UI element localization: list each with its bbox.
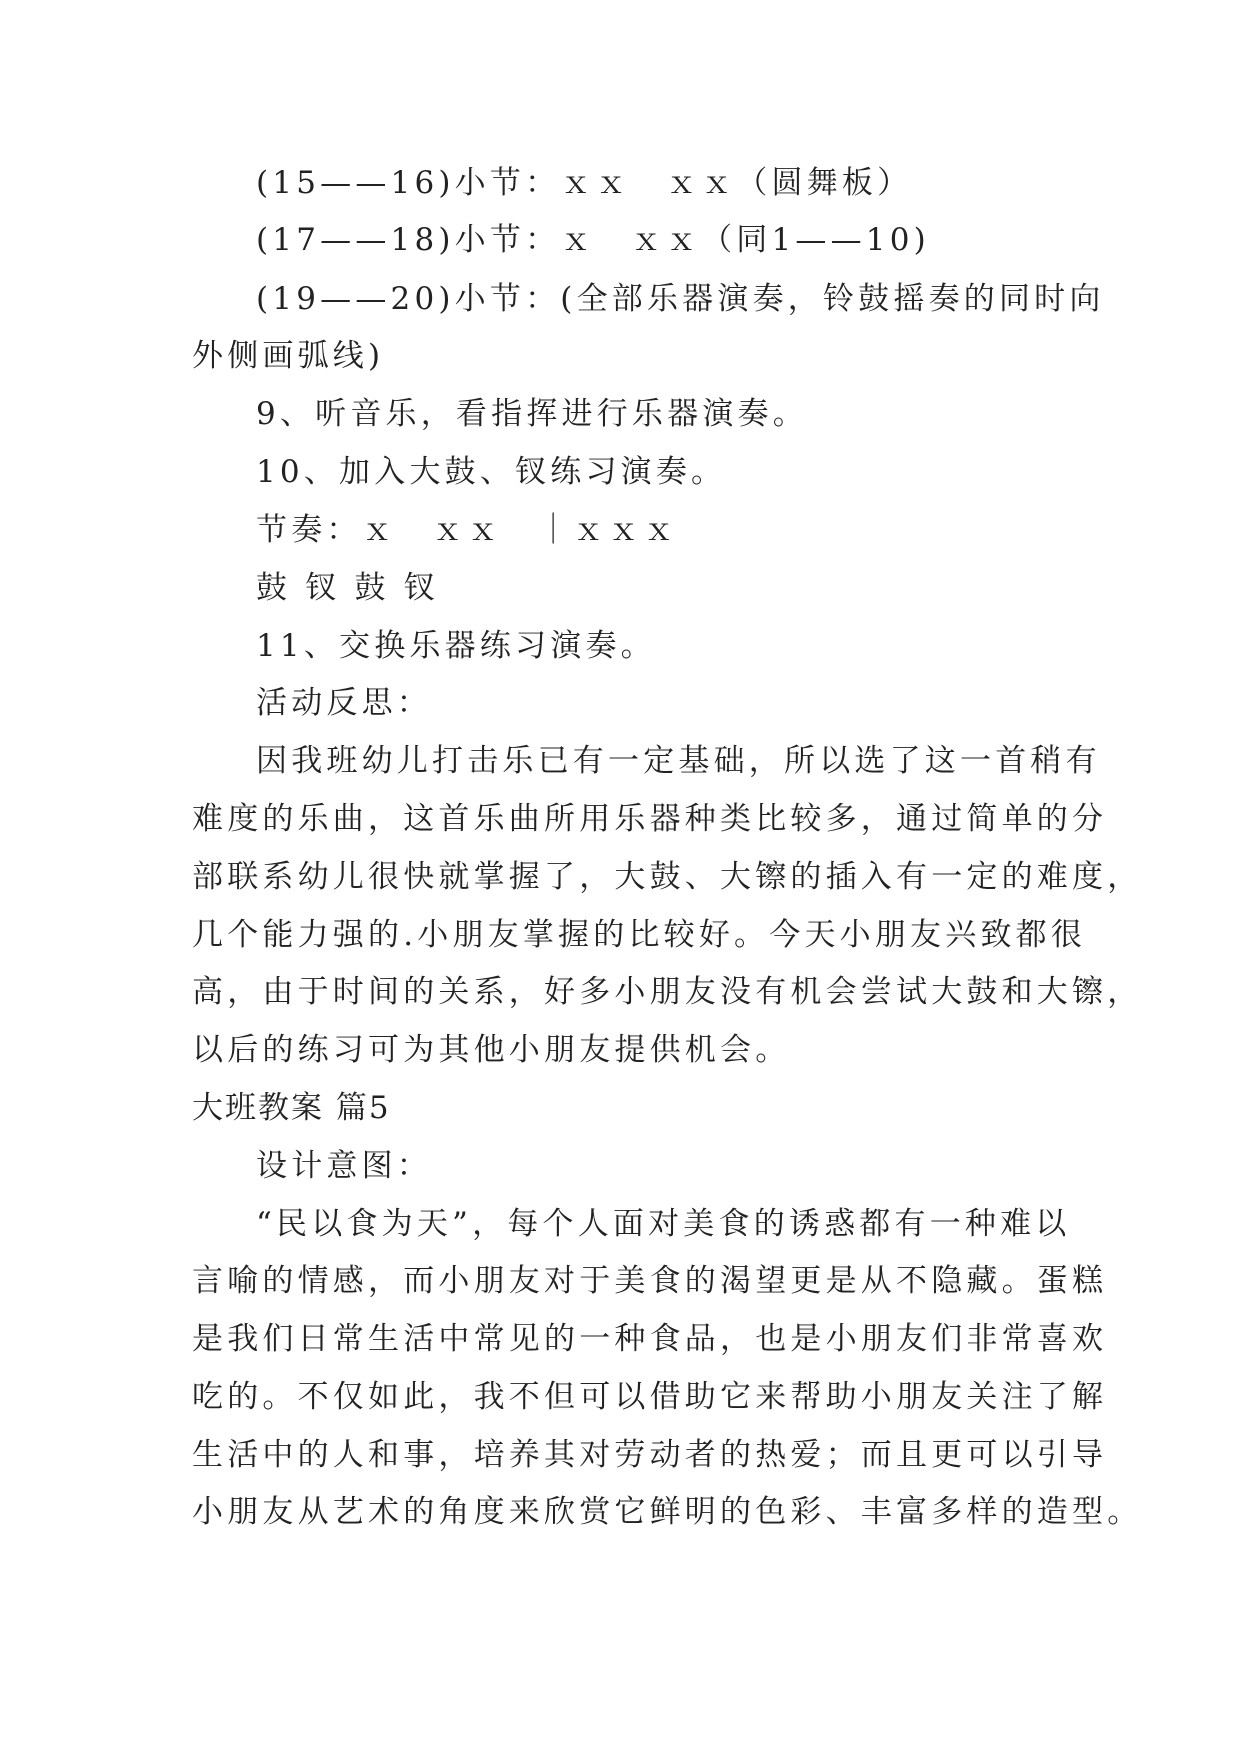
- section-heading: 大班教案 篇5: [192, 1090, 391, 1126]
- text-line: 9、听音乐，看指挥进行乐器演奏。: [256, 396, 808, 432]
- text-line: 鼓 钗 鼓 钗: [256, 570, 439, 606]
- text-line: 节奏：ｘ ｘｘ ｜ｘｘｘ: [256, 512, 679, 548]
- text-line: 外侧画弧线): [192, 338, 385, 374]
- text-line: 11、交换乐器练习演奏。: [256, 628, 656, 664]
- text-line: 小朋友从艺术的角度来欣赏它鲜明的色彩、丰富多样的造型。: [192, 1494, 1143, 1530]
- section-label: 设计意图：: [256, 1148, 432, 1184]
- text-line: 言喻的情感，而小朋友对于美食的渴望更是从不隐藏。蛋糕: [192, 1263, 1108, 1299]
- text-line: 吃的。不仅如此，我不但可以借助它来帮助小朋友关注了解: [192, 1379, 1108, 1415]
- text-line: “民以食为天”，每个人面对美食的诱惑都有一种难以: [256, 1206, 1071, 1242]
- text-line: 高，由于时间的关系，好多小朋友没有机会尝试大鼓和大镲，: [192, 974, 1143, 1010]
- text-line: (19——20)小节：(全部乐器演奏，铃鼓摇奏的同时向: [256, 281, 1105, 317]
- text-line: 难度的乐曲，这首乐曲所用乐器种类比较多，通过简单的分: [192, 801, 1108, 837]
- text-line: 几个能力强的.小朋友掌握的比较好。今天小朋友兴致都很: [192, 917, 1087, 953]
- text-line: 以后的练习可为其他小朋友提供机会。: [192, 1032, 791, 1068]
- text-line: 因我班幼儿打击乐已有一定基础，所以选了这一首稍有: [256, 743, 1101, 779]
- section-label: 活动反思：: [256, 685, 432, 721]
- text-line: 是我们日常生活中常见的一种食品，也是小朋友们非常喜欢: [192, 1321, 1108, 1357]
- text-line: 生活中的人和事，培养其对劳动者的热爱；而且更可以引导: [192, 1437, 1108, 1473]
- text-line: 部联系幼儿很快就掌握了，大鼓、大镲的插入有一定的难度，: [192, 859, 1143, 895]
- text-line: 10、加入大鼓、钗练习演奏。: [256, 454, 727, 490]
- text-line: (17——18)小节：ｘ ｘｘ（同1——10): [256, 222, 930, 258]
- text-line: (15——16)小节：ｘｘ ｘｘ（圆舞板）: [256, 165, 913, 201]
